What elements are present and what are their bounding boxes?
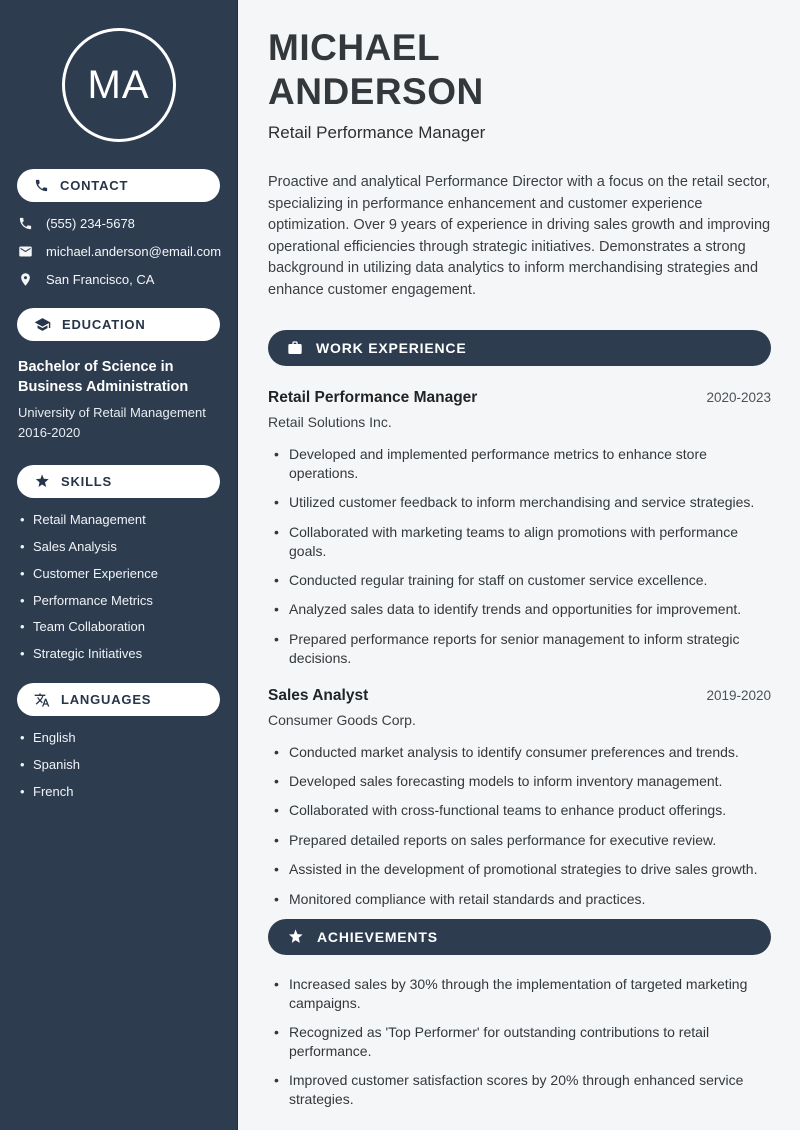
translate-icon — [34, 692, 50, 708]
language-item: • French — [20, 785, 219, 800]
achievement-bullet: • Improved customer satisfaction scores by 20% through enhanced service strategies. — [274, 1071, 771, 1109]
languages-section-header — [17, 683, 220, 716]
contact-email — [18, 244, 222, 259]
achievement-bullet: • Increased sales by 30% through the implementation of targeted marketing campaigns. — [274, 975, 771, 1013]
job-bullet: • Developed and implemented performance metrics to enhance store operations. — [274, 445, 771, 483]
skill-item: • Customer Experience — [20, 567, 219, 582]
job-title: Sales Analyst — [268, 686, 369, 704]
achievements-section-header — [268, 919, 771, 955]
job-bullet: • Collaborated with cross-functional teams to enhance product offerings. — [274, 801, 771, 820]
job-dates: 2019-2020 — [706, 687, 771, 703]
languages-section-title: LANGUAGES — [61, 692, 152, 708]
email-address: michael.anderson@email.com — [46, 244, 222, 259]
job-entry — [268, 389, 771, 668]
candidate-last-name: ANDERSON — [268, 70, 484, 112]
achievement-bullet: • Recognized as 'Top Performer' for outstanding contributions to retail performance. — [274, 1023, 771, 1061]
skills-section-header — [17, 465, 220, 498]
contact-section-header — [17, 169, 220, 202]
star-icon — [34, 473, 50, 489]
contact-location — [18, 272, 219, 287]
job-bullet: • Prepared performance reports for senior management to inform strategic decisions. — [274, 630, 771, 668]
graduation-cap-icon — [34, 316, 51, 333]
location-text: San Francisco, CA — [46, 272, 155, 287]
skill-item: • Performance Metrics — [20, 594, 219, 609]
skills-section-title: SKILLS — [61, 473, 113, 489]
professional-summary: Proactive and analytical Performance Director with a focus on the retail sector, specializing in performance enhancement and customer experience optimization. Over 9 years of experience in driving sales growth and improving operational efficiencies through strategic initiatives. Demonstrates a strong background in utilizing data analytics to inform merchandising strategies and enhance customer engagement. — [268, 174, 771, 298]
job-bullet-list — [274, 445, 771, 668]
candidate-first-name: MICHAEL — [268, 27, 441, 68]
job-bullet: • Collaborated with marketing teams to align promotions with performance goals. — [274, 523, 771, 561]
phone-icon — [34, 178, 49, 193]
job-bullet: • Analyzed sales data to identify trends and opportunities for improvement. — [274, 600, 771, 619]
education-section-title: EDUCATION — [62, 317, 146, 332]
contact-phone — [18, 216, 219, 231]
avatar-initials: MA — [87, 62, 150, 107]
education-entry — [18, 358, 219, 440]
job-bullet: • Monitored compliance with retail standards and practices. — [274, 890, 771, 909]
job-header — [268, 687, 771, 705]
language-item: • Spanish — [20, 758, 219, 773]
skill-item: • Team Collaboration — [20, 620, 219, 635]
job-bullet: • Developed sales forecasting models to inform inventory management. — [274, 772, 771, 791]
candidate-name — [268, 26, 771, 113]
avatar — [62, 28, 176, 142]
main-content — [238, 0, 800, 1130]
work-experience-section-title: WORK EXPERIENCE — [316, 340, 467, 357]
education-section-header — [17, 308, 220, 341]
skill-item: • Strategic Initiatives — [20, 647, 219, 662]
work-experience-section-header — [268, 330, 771, 366]
contact-section-title: CONTACT — [60, 178, 129, 193]
education-years: 2016-2020 — [18, 424, 81, 440]
job-bullet: • Utilized customer feedback to inform merchandising and service strategies. — [274, 493, 771, 512]
job-bullet-list — [274, 743, 771, 909]
job-title: Retail Performance Manager — [268, 389, 478, 407]
education-degree: Bachelor of Science in Business Administration — [18, 359, 189, 395]
skills-list — [20, 513, 219, 663]
languages-list — [20, 731, 219, 800]
location-pin-icon — [18, 272, 33, 287]
phone-number: (555) 234-5678 — [46, 216, 135, 231]
contact-list — [18, 216, 222, 287]
job-company: Consumer Goods Corp. — [268, 711, 416, 728]
job-header — [268, 389, 771, 407]
job-bullet: • Conducted regular training for staff on customer service excellence. — [274, 571, 771, 590]
job-bullet: • Conducted market analysis to identify consumer preferences and trends. — [274, 743, 771, 762]
achievements-list — [274, 975, 771, 1109]
email-icon — [18, 244, 33, 259]
education-school: University of Retail Management — [18, 404, 206, 420]
briefcase-icon — [287, 340, 303, 356]
job-dates: 2020-2023 — [706, 390, 771, 406]
job-entry — [268, 687, 771, 909]
job-bullet: • Assisted in the development of promotional strategies to drive sales growth. — [274, 860, 771, 879]
skill-item: • Retail Management — [20, 513, 219, 528]
star-icon — [287, 928, 304, 945]
job-company: Retail Solutions Inc. — [268, 414, 392, 431]
language-item: • English — [20, 731, 219, 746]
candidate-headline: Retail Performance Manager — [268, 123, 486, 143]
job-bullet: • Prepared detailed reports on sales performance for executive review. — [274, 831, 771, 850]
phone-icon — [18, 216, 33, 231]
sidebar — [0, 0, 238, 1130]
skill-item: • Sales Analysis — [20, 540, 219, 555]
achievements-section-title: ACHIEVEMENTS — [317, 928, 438, 945]
